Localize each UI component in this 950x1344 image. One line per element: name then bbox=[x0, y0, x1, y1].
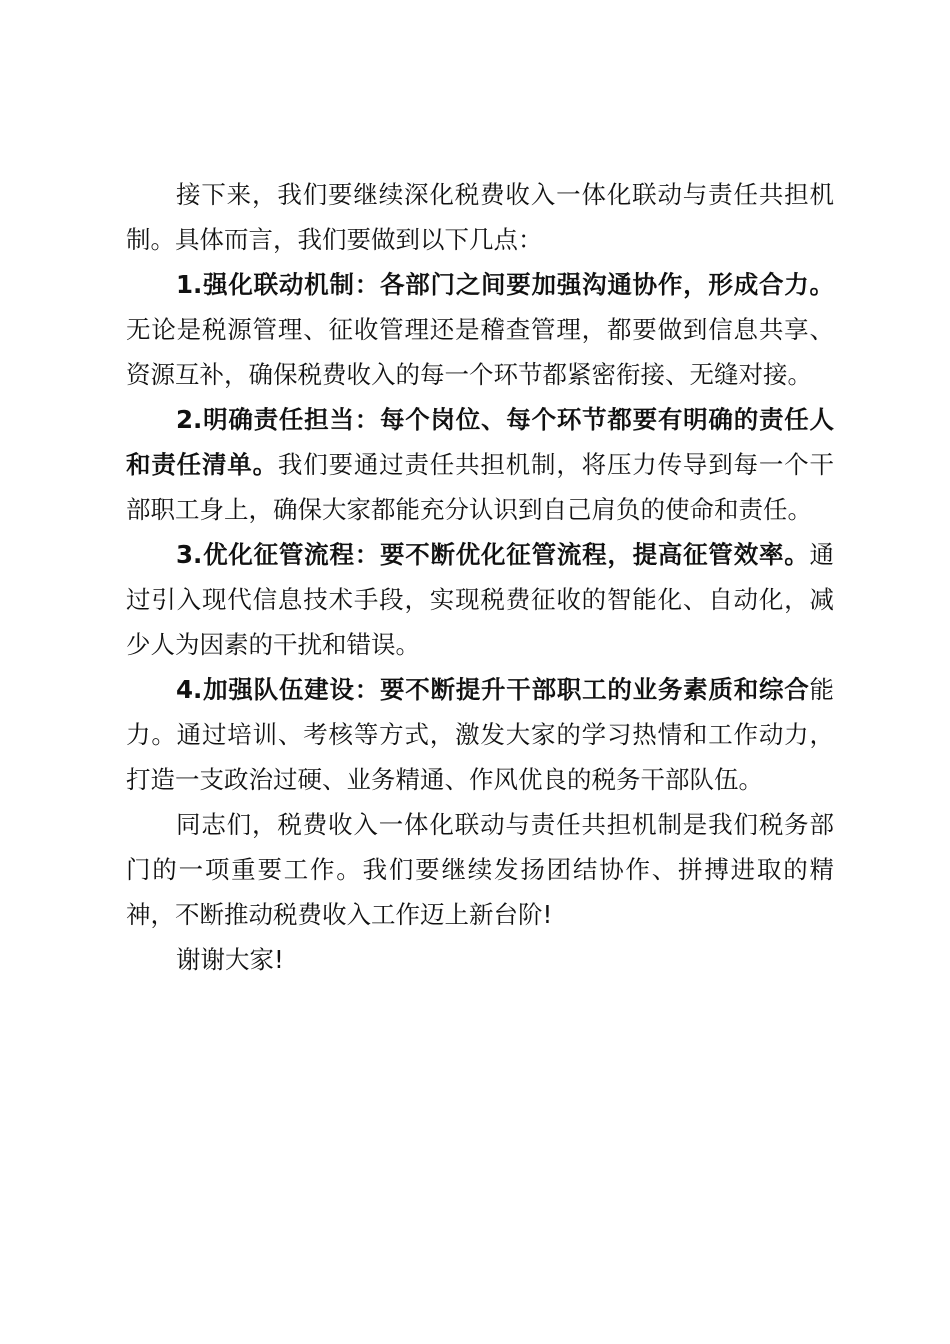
point-4-heading: 4.加强队伍建设：要不断提升干部职工的业务素质和综合 bbox=[176, 675, 810, 704]
paragraph-text: 通过引入现代信息技术手段，实现税费征收的智能化、自动化，减少人为因素的干扰和错误。 bbox=[126, 540, 834, 659]
point-1-paragraph bbox=[126, 262, 834, 397]
paragraph-text: 我们要通过责任共担机制，将压力传导到每一个干部职工身上，确保大家都能充分认识到自己肩负的使命和责任。 bbox=[126, 450, 834, 524]
point-2-heading: 2.明确责任担当：每个岗位、每个环节都要有明确的责任人和责任清单。 bbox=[126, 405, 834, 479]
point-4-paragraph bbox=[126, 667, 834, 802]
paragraph-text: 能力。通过培训、考核等方式，激发大家的学习热情和工作动力，打造一支政治过硬、业务精通、作风优良的税务干部队伍。 bbox=[126, 675, 834, 794]
paragraph-text: 谢谢大家! bbox=[176, 945, 284, 974]
point-2-paragraph bbox=[126, 397, 834, 532]
thanks-paragraph bbox=[126, 937, 834, 982]
point-1-heading: 1.强化联动机制：各部门之间要加强沟通协作，形成合力。 bbox=[176, 270, 834, 299]
point-3-heading: 3.优化征管流程：要不断优化征管流程，提高征管效率。 bbox=[176, 540, 810, 569]
paragraph-text: 无论是税源管理、征收管理还是稽查管理，都要做到信息共享、资源互补，确保税费收入的每一个环节都紧密衔接、无缝对接。 bbox=[126, 315, 834, 389]
paragraph-text: 接下来，我们要继续深化税费收入一体化联动与责任共担机制。具体而言，我们要做到以下几点： bbox=[126, 180, 834, 254]
paragraph-text: 同志们，税费收入一体化联动与责任共担机制是我们税务部门的一项重要工作。我们要继续发扬团结协作、拼搏进取的精神，不断推动税费收入工作迈上新台阶! bbox=[126, 810, 834, 929]
document-body bbox=[126, 172, 834, 982]
point-3-paragraph bbox=[126, 532, 834, 667]
closing-paragraph bbox=[126, 802, 834, 937]
intro-paragraph bbox=[126, 172, 834, 262]
